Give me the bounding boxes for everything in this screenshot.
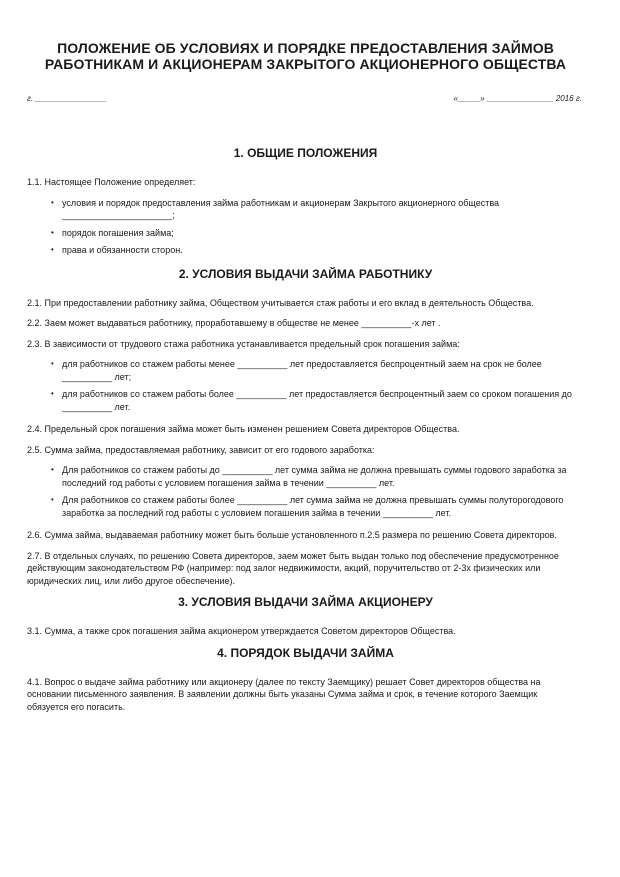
place-date-line xyxy=(27,94,584,108)
section-4-title: 4. ПОРЯДОК ВЫДАЧИ ЗАЙМА xyxy=(217,645,394,660)
paragraph-2-5: 2.5. Сумма займа, предоставляемая работнику, зависит от его годового заработка: xyxy=(27,444,375,455)
document-title xyxy=(27,40,584,72)
paragraph-3-1: 3.1. Сумма, а также срок погашения займа акционером утверждается Советом директоров Общества. xyxy=(27,626,456,636)
paragraph-2-6: 2.6. Сумма займа, выдаваемая работнику может быть больше установленного п.2.5 размера по решению Совета директоров. xyxy=(27,530,557,540)
paragraph-2-3-bullet-list xyxy=(51,358,584,413)
date-field: «_____» _______________ 2016 г. xyxy=(453,94,582,103)
list-item: • Для работников со стажем работы более __________ лет сумма займа не должна превышать суммы полуторогодового заработка за последний год работы с условием погашения займа в течении __________ лет. xyxy=(51,494,584,519)
list-item: • Для работников со стажем работы до __________ лет сумма займа не должна превышать суммы годового заработка за последний год работы с условием погашения займа в течении __________ лет. xyxy=(51,464,584,489)
paragraph-1-1: 1.1. Настоящее Положение определяет: xyxy=(27,177,196,187)
title-line-2: РАБОТНИКАМ И АКЦИОНЕРАМ ЗАКРЫТОГО АКЦИОНЕРНОГО ОБЩЕСТВА xyxy=(44,56,567,72)
title-line-1: ПОЛОЖЕНИЕ ОБ УСЛОВИЯХ И ПОРЯДКЕ ПРЕДОСТАВЛЕНИЯ ЗАЙМОВ xyxy=(57,40,554,56)
paragraph-2-3: 2.3. В зависимости от трудового стажа работника устанавливается предельный срок погашения займа: xyxy=(27,338,460,349)
section-1-bullet-list xyxy=(51,197,584,257)
paragraph-2-2: 2.2. Заем может выдаваться работнику, проработавшему в обществе не менее __________-х лет . xyxy=(27,318,441,328)
section-2-title: 2. УСЛОВИЯ ВЫДАЧИ ЗАЙМА РАБОТНИКУ xyxy=(178,266,433,281)
list-item: • для работников со стажем работы более __________ лет предоставляется беспроцентный заем со сроком погашения до __________ лет. xyxy=(51,388,584,413)
list-item: • порядок погашения займа; xyxy=(51,227,584,240)
list-item: • условия и порядок предоставления займа работникам и акционерам Закрытого акционерного общества ______________________; xyxy=(51,197,584,222)
section-3-title: 3. УСЛОВИЯ ВЫДАЧИ ЗАЙМА АКЦИОНЕРУ xyxy=(178,595,433,609)
paragraph-2-5-bullet-list xyxy=(51,464,584,519)
paragraph-2-7: 2.7. В отдельных случаях, по решению Совета директоров, заем может быть выдан только под обеспечение предусмотренное действующим законодательством РФ (например: под залог недвижимости, акций, поручительство от 2-3х физических или юридических лиц, или либо другое обеспечение). xyxy=(27,550,559,586)
list-item: • права и обязанности сторон. xyxy=(51,244,584,257)
section-1-title: 1. ОБЩИЕ ПОЛОЖЕНИЯ xyxy=(233,146,378,160)
list-item: • для работников со стажем работы менее __________ лет предоставляется беспроцентный заем на срок не более __________ лет; xyxy=(51,358,584,383)
paragraph-4-1: 4.1. Вопрос о выдаче займа работнику или акционеру (далее по тексту Заемщику) решает Совет директоров общества на основании письменного заявления. В заявлении должны быть указаны Сумма займа и срок, в течение которого Заемщик обязуется его погасить. xyxy=(27,676,541,712)
city-field: г. ________________ xyxy=(27,94,107,103)
paragraph-2-4: 2.4. Предельный срок погашения займа может быть изменен решением Совета директоров Общества. xyxy=(27,424,460,434)
paragraph-2-1: 2.1. При предоставлении работнику займа, Обществом учитывается стаж работы и его вклад в деятельность Общества. xyxy=(27,297,534,308)
